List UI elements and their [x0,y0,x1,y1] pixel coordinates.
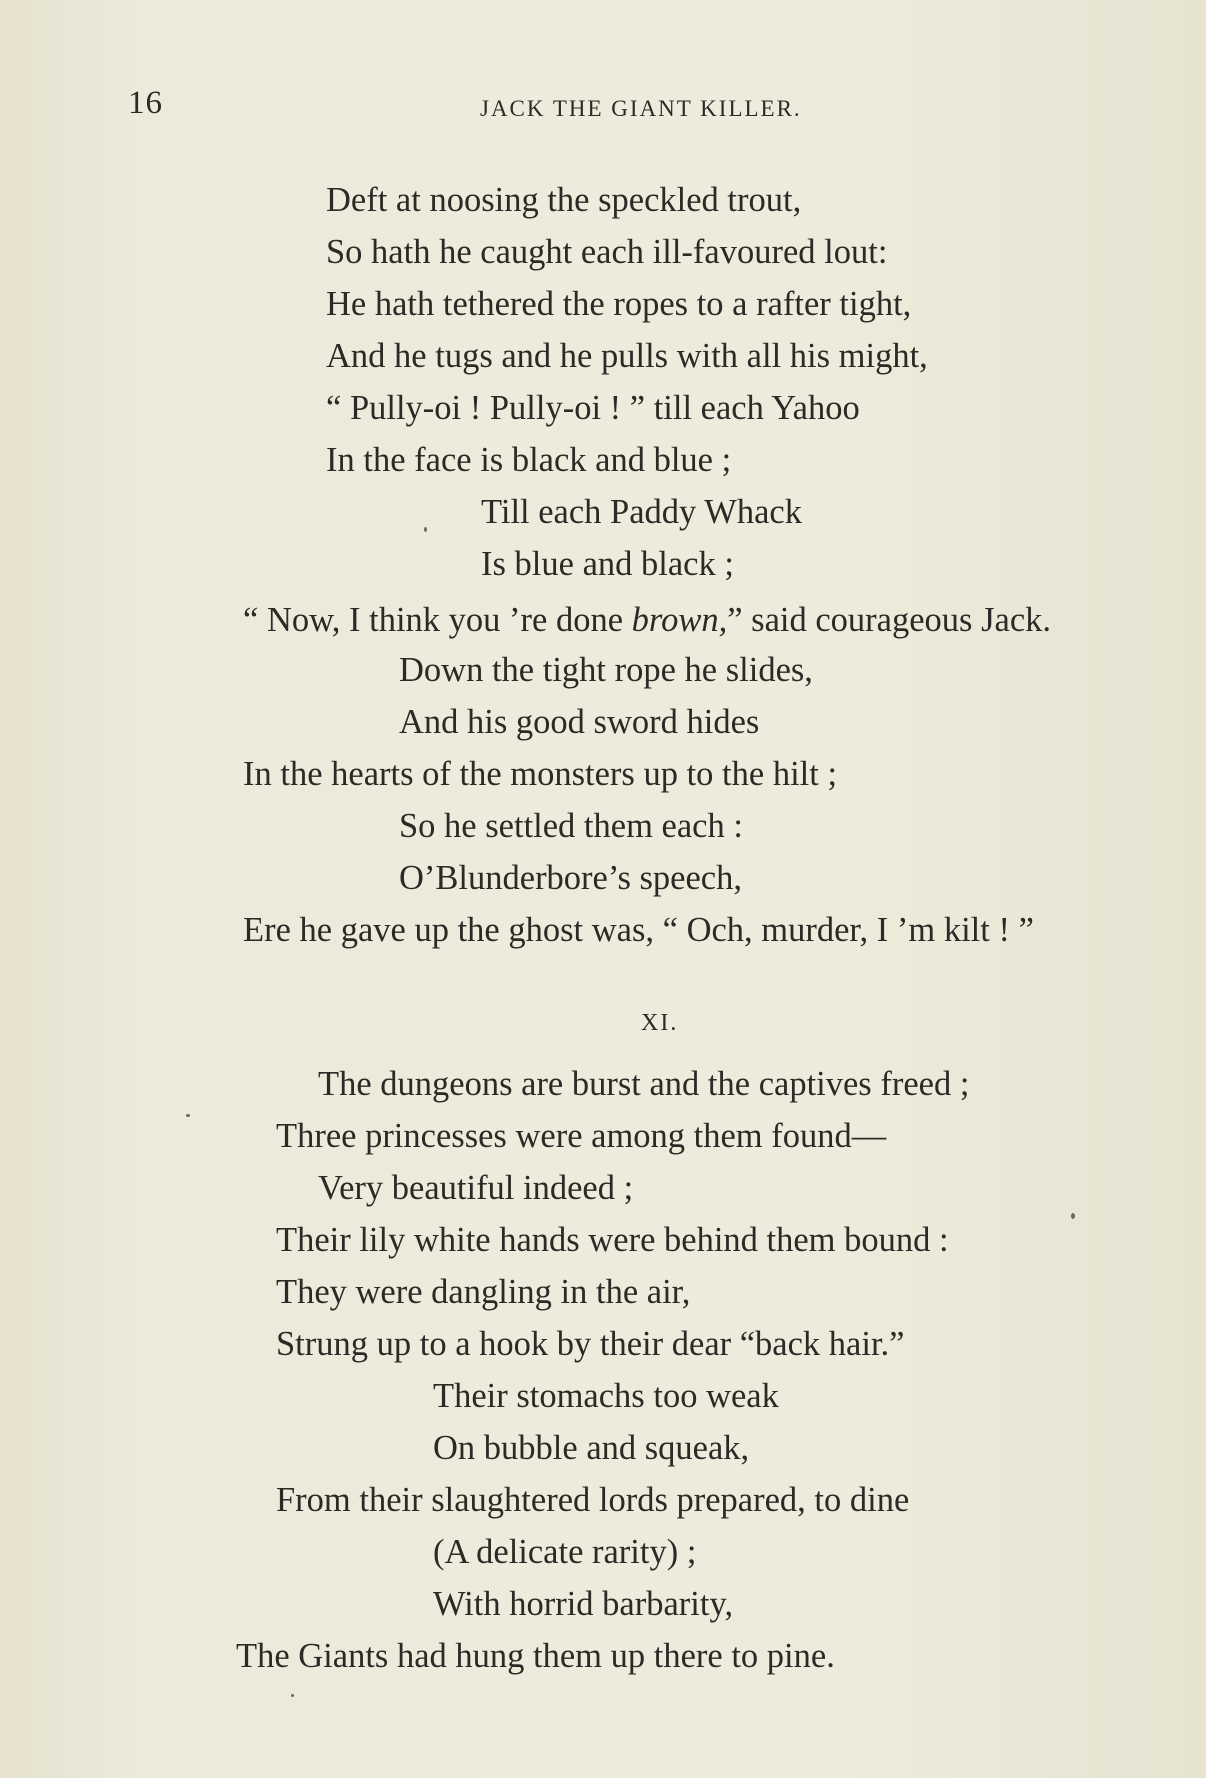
paper-speck [291,1694,294,1697]
page-number: 16 [128,85,163,121]
verse-line: In the hearts of the monsters up to the hilt ; [243,755,838,793]
verse-line: Ere he gave up the ghost was, “ Och, murder, I ’m kilt ! ” [243,911,1034,949]
verse-line: Very beautiful indeed ; [318,1169,634,1207]
verse-line: Strung up to a hook by their dear “back hair.” [276,1325,905,1363]
verse-line: Till each Paddy Whack [481,493,802,531]
verse-line: They were dangling in the air, [276,1273,691,1311]
section-number: XI. [641,1010,679,1036]
verse-line: “ Pully-oi ! Pully-oi ! ” till each Yahoo [326,389,860,427]
verse-line: So he settled them each : [399,807,743,845]
verse-line: O’Blunderbore’s speech, [399,859,742,897]
jack-line-after: ” said courageous Jack. [727,601,1052,639]
verse-line: On bubble and squeak, [433,1429,750,1467]
verse-line: Their stomachs too weak [433,1377,779,1415]
jack-line-emphasis: brown, [631,601,728,639]
running-title: JACK THE GIANT KILLER. [480,96,802,121]
verse-line-jack [243,603,1051,638]
verse-line: And he tugs and he pulls with all his might, [326,337,928,375]
verse-line: Deft at noosing the speckled trout, [326,181,802,219]
verse-line: In the face is black and blue ; [326,441,732,479]
verse-line: Their lily white hands were behind them bound : [276,1221,949,1259]
verse-line: And his good sword hides [399,703,760,741]
paper-speck [1071,1213,1075,1219]
verse-line: The dungeons are burst and the captives freed ; [318,1065,970,1103]
verse-line: Down the tight rope he slides, [399,651,813,689]
verse-line: (A delicate rarity) ; [433,1533,697,1571]
verse-line: So hath he caught each ill-favoured lout: [326,233,888,271]
jack-line-before: “ Now, I think you ’re done [243,601,632,639]
paper-speck [186,1114,190,1117]
verse-line: With horrid barbarity, [433,1585,734,1623]
verse-line: The Giants had hung them up there to pine. [236,1637,835,1675]
verse-line: Three princesses were among them found— [276,1117,887,1155]
verse-line: He hath tethered the ropes to a rafter tight, [326,285,912,323]
verse-line: From their slaughtered lords prepared, to dine [276,1481,910,1519]
paper-speck [424,527,427,532]
verse-line: Is blue and black ; [481,545,734,583]
